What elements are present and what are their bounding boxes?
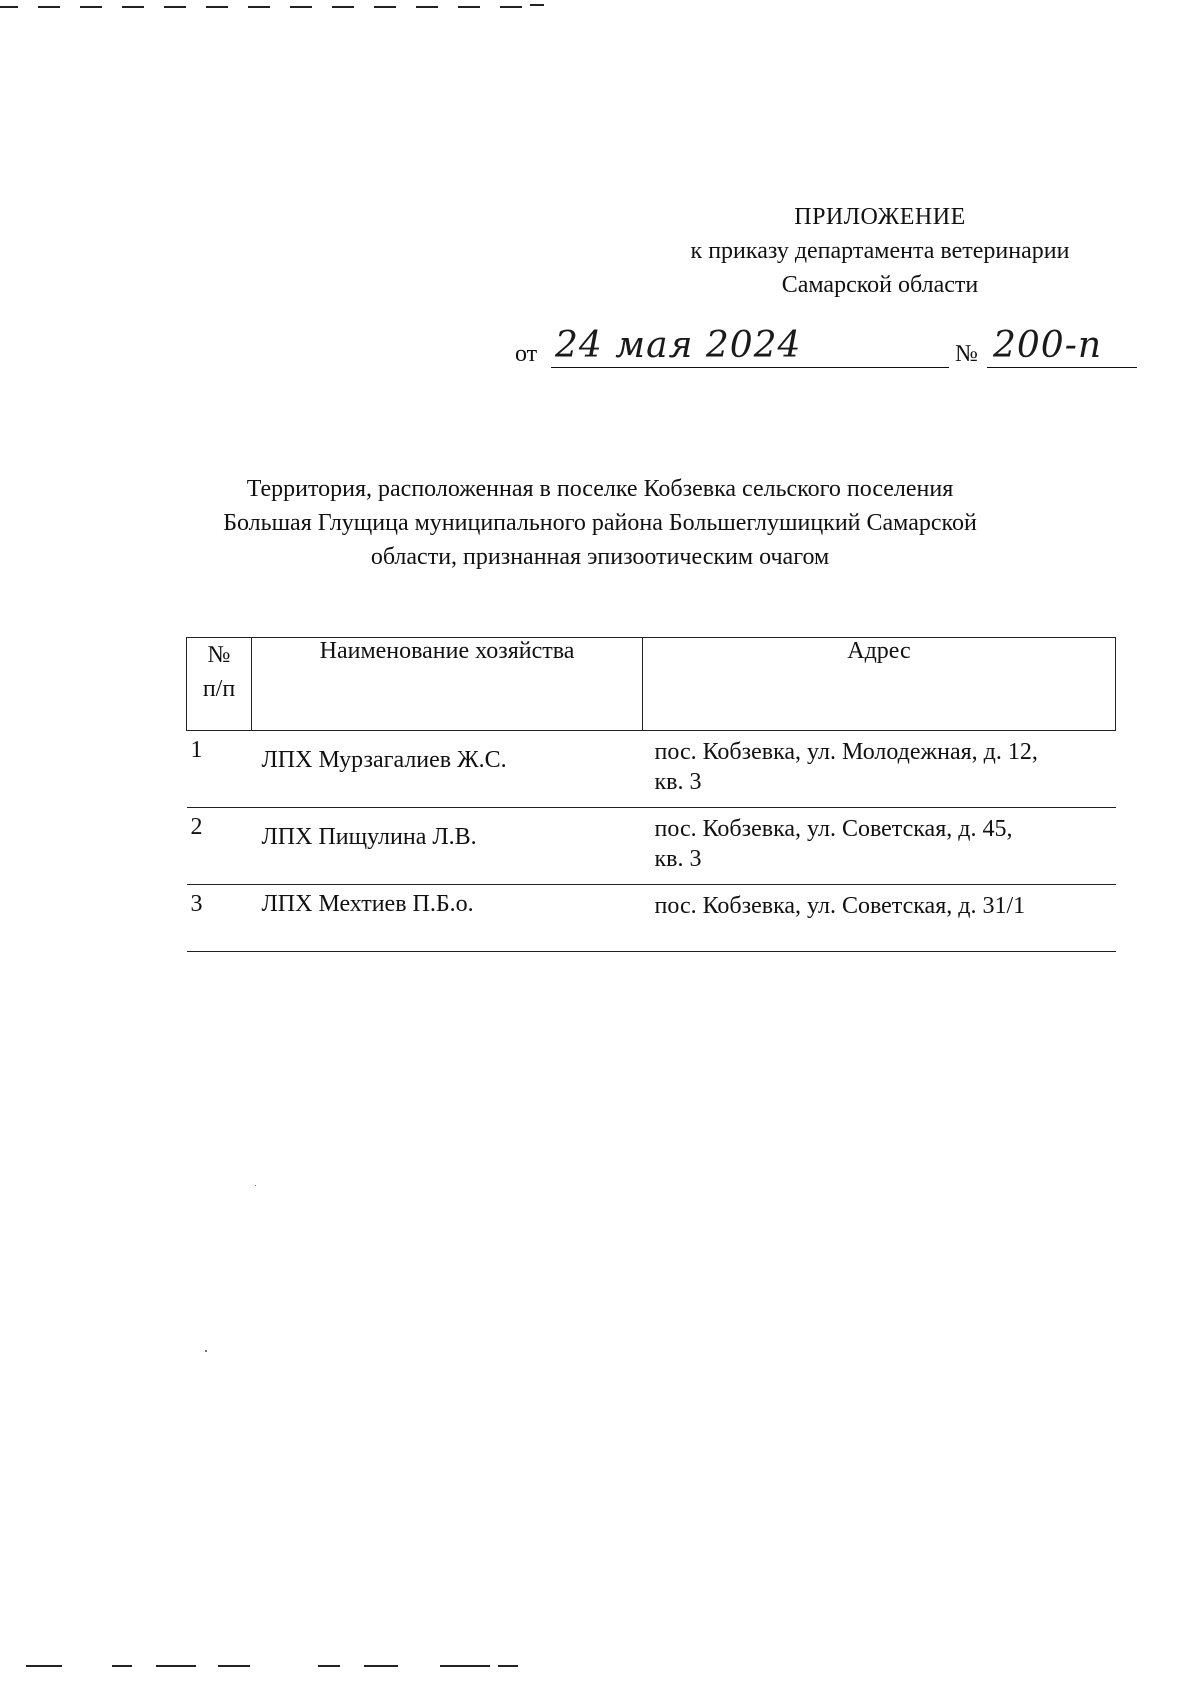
handwritten-number: 200-п	[993, 325, 1103, 366]
header-number-symbol: №	[207, 642, 231, 668]
header-number-pp: п/п	[202, 676, 236, 702]
row-address-line-1: пос. Кобзевка, ул. Советская, д. 45,	[654, 816, 1013, 842]
table-row	[187, 731, 1116, 808]
scan-speck	[205, 1350, 207, 1352]
header-number	[187, 638, 252, 731]
row-address-line-2: кв. 3	[654, 846, 702, 872]
appendix-line-2: к приказу департамента ветеринарии	[690, 238, 1070, 264]
header-name: Наименование хозяйства	[252, 638, 643, 731]
order-date-line	[515, 325, 1165, 380]
date-underline	[551, 367, 949, 368]
table-header-row	[187, 638, 1116, 731]
header-address: Адрес	[643, 638, 1116, 731]
row-address	[643, 808, 1116, 885]
row-number: 1	[187, 731, 252, 808]
row-address	[643, 731, 1116, 808]
appendix-block	[640, 200, 1120, 302]
document-heading	[160, 472, 1040, 574]
table-row	[187, 885, 1116, 952]
table-row	[187, 808, 1116, 885]
appendix-line-3: Самарской области	[781, 272, 979, 298]
scan-speck	[255, 1185, 256, 1186]
row-name: ЛПХ Мехтиев П.Б.о.	[252, 885, 643, 952]
heading-line-1: Территория, расположенная в поселке Кобзевка сельского поселения	[246, 476, 954, 502]
row-number: 2	[187, 808, 252, 885]
row-address-line-1: пос. Кобзевка, ул. Молодежная, д. 12,	[654, 739, 1038, 765]
farms-table	[186, 637, 1116, 952]
handwritten-date: 24 мая 2024	[555, 325, 802, 366]
date-label: от	[515, 341, 538, 367]
row-name: ЛПХ Мурзагалиев Ж.С.	[252, 731, 643, 808]
row-number: 3	[187, 885, 252, 952]
number-underline	[987, 367, 1137, 368]
heading-line-3: области, признанная эпизоотическим очагом	[370, 544, 830, 570]
heading-line-2: Большая Глущица муниципального района Большеглушицкий Самарской	[223, 510, 977, 536]
row-address-line-2: кв. 3	[654, 769, 702, 795]
row-address	[643, 885, 1116, 952]
appendix-title: ПРИЛОЖЕНИЕ	[794, 204, 966, 230]
row-address-line-1: пос. Кобзевка, ул. Советская, д. 31/1	[654, 893, 1026, 919]
number-label: №	[955, 341, 978, 367]
row-name: ЛПХ Пищулина Л.В.	[252, 808, 643, 885]
